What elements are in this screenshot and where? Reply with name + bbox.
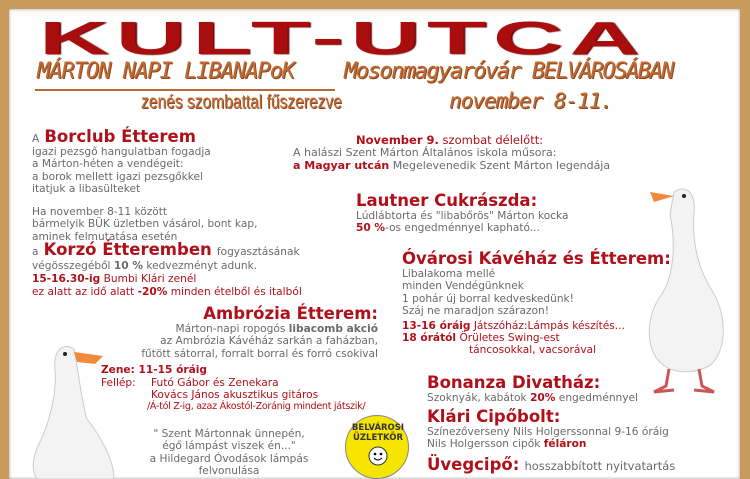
ambrozia-music: Zene: 11-15 óráig bbox=[101, 364, 207, 376]
borclub-text: igazi pezsgő hangulatban fogadja a Márton-héten a vendégeit: a borok mellett igazi pezsgőkkel itatjuk a libasülteket bbox=[32, 146, 211, 196]
poster-title: KULT-UTCA bbox=[39, 11, 647, 65]
nov9-heading: November 9. szombat délelőtt: bbox=[356, 133, 544, 147]
goose-left-image bbox=[19, 334, 129, 479]
dates: november 8-11. bbox=[449, 89, 613, 113]
ambrozia-performers: Futó Gábor és Zenekara Kovács János akusztikus gitáros bbox=[151, 377, 319, 402]
buk-text: Ha november 8-11 között bármelyik BÜK üzletben vásárol, bont kap, aminek felmutatása esetén bbox=[32, 206, 258, 243]
subtitle-left: MÁRTON NAPI LIBANAPoK bbox=[37, 59, 295, 84]
ovarosi-block: Óvárosi Kávéház és Étterem: Libalakoma mellé minden Vendégünknek 1 pohár új borral kedveskedünk! Száj ne maradjon szárazon! 13-16 óráig Játszóház:Lámpás készítés... 18 órától Örületes Swing-est táncosokkal, vacsorával bbox=[402, 249, 671, 357]
badge-text: BELVÁROSI ÜZLETKÖR bbox=[351, 423, 405, 443]
ambrozia-perform-label: Fellép: bbox=[101, 377, 136, 389]
lautner-block: Lautner Cukrászda: Lúdlábtorta és "libabőrös" Márton kocka 50 %-os engedménnyel kapható... bbox=[356, 191, 569, 235]
poster bbox=[9, 9, 740, 479]
korzo-music: 15-16.30-ig Bumbi Klári zenél bbox=[32, 273, 197, 285]
ambrozia-note: /Á-tól Z-ig, azaz Ákostól-Zoránig mindent játszik/ bbox=[147, 401, 366, 412]
borclub-heading: A Borclub Étterem bbox=[32, 127, 196, 146]
goose-right-image bbox=[614, 174, 734, 399]
nov9-program: A halászi Szent Márton Általános iskola műsora: bbox=[293, 146, 557, 159]
ambrozia-block: Ambrózia Étterem: Márton-napi ropogós libacomb akció az Ambrózia Kávéház sarkán a faházban, fűtött sátorral, forralt borral és forró csokival bbox=[141, 304, 378, 360]
korzo-heading: a Korzó Étteremben fogyasztásának bbox=[32, 240, 300, 259]
bonanza-block: Bonanza Divatház: Szoknyák, kabátok 20% engedménnyel bbox=[427, 373, 638, 404]
korzo-discount: végösszegéből 10 % kedvezményt adunk. bbox=[32, 260, 258, 272]
klari-block: Klári Cipőbolt: Színezőverseny Nils Holgerssonnal 9-16 óráig Nils Holgersson cipők féláron bbox=[427, 407, 669, 451]
smiley-icon bbox=[346, 416, 410, 479]
subtitle-right: Mosonmagyaróvár BELVÁROSÁBAN bbox=[344, 59, 673, 84]
lantern-quote: " Szent Mártonnak ünnepén, égő lámpást viszek én..." a Hildegard Óvodások lámpás felvonulása bbox=[149, 428, 309, 478]
tagline: zenés szombattal fűszerezve bbox=[141, 92, 342, 113]
uvegcipo-block: Üvegcipő: hosszabbított nyitvatartás bbox=[427, 455, 676, 474]
korzo-offer: ez alatt az idő alatt -20% minden ételből és italból bbox=[32, 286, 302, 298]
nov9-legend: a Magyar utcán Megelevenedik Szent Márton legendája bbox=[293, 159, 611, 172]
belvarosi-uzletkor-badge bbox=[345, 415, 409, 479]
subtitle-underline bbox=[35, 89, 335, 91]
